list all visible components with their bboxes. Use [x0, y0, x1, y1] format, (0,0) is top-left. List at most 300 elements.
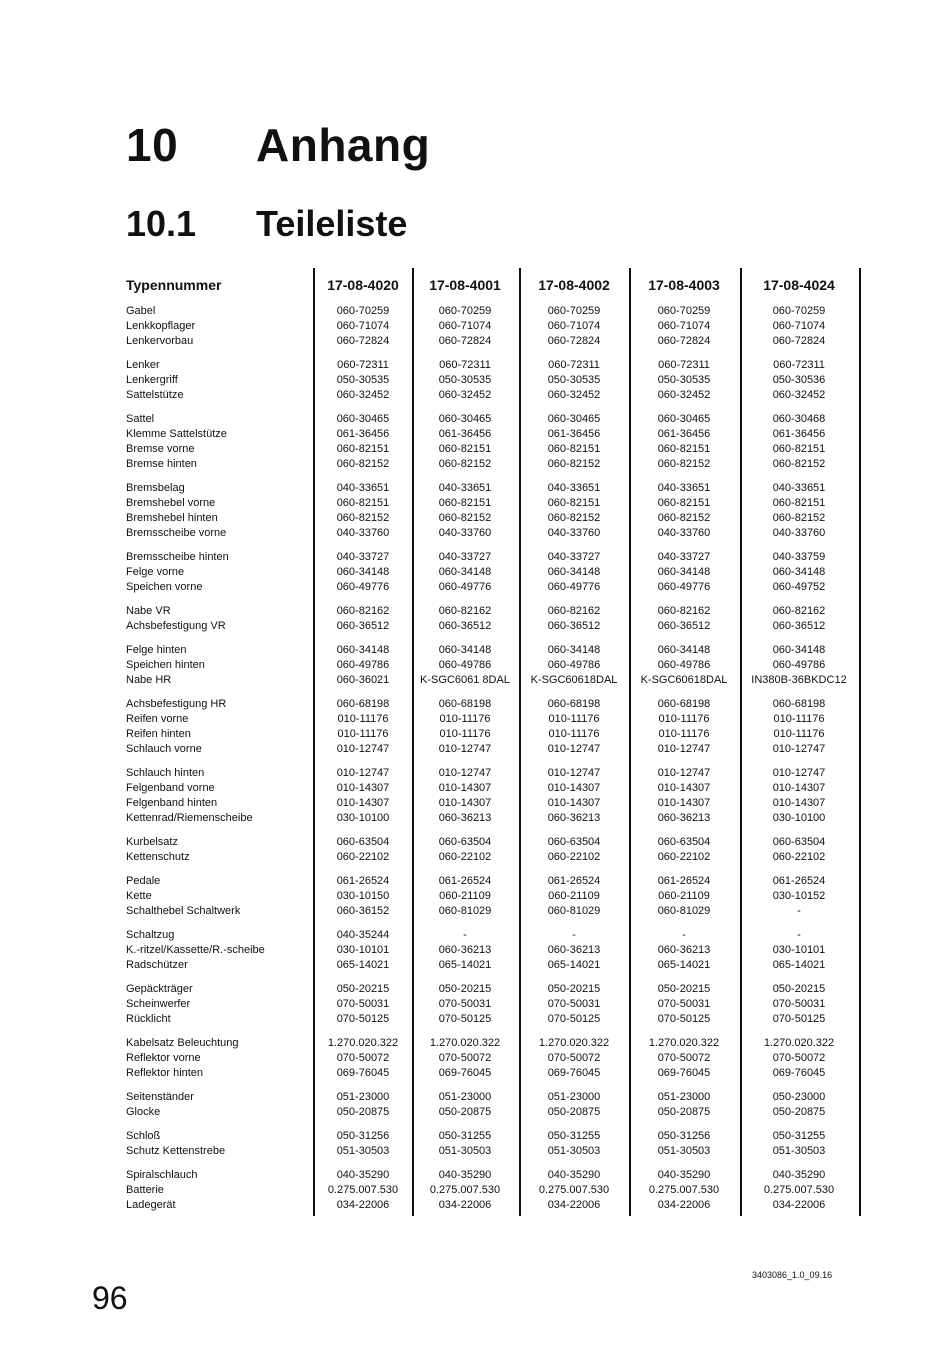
part-number-cell: 070-50031: [547, 998, 601, 1010]
part-number-cell: 060-82162: [547, 605, 601, 617]
part-number-cell: 060-32452: [438, 389, 492, 401]
part-number-cell: 010-12747: [438, 743, 492, 755]
part-number-cell: 060-72311: [439, 359, 491, 371]
part-number-cell: 051-30503: [547, 1145, 601, 1157]
part-number-cell: K-SGC6061 8DAL: [420, 674, 510, 686]
part-number-cell: 034-22006: [772, 1199, 826, 1211]
table-row: [126, 697, 860, 712]
part-number-cell: 061-36456: [438, 428, 492, 440]
part-number-cell: 050-31255: [547, 1130, 601, 1142]
part-number-cell: 050-31256: [336, 1130, 390, 1142]
part-number-cell: 060-49786: [657, 659, 711, 671]
part-number-cell: 070-50031: [772, 998, 826, 1010]
table-row: [126, 412, 860, 427]
part-number-cell: 061-26524: [438, 875, 492, 887]
part-number-cell: 060-72311: [658, 359, 710, 371]
part-number-cell: 060-70259: [336, 305, 390, 317]
part-number-cell: 010-11176: [337, 713, 389, 725]
part-number-cell: 040-35290: [547, 1169, 601, 1181]
table-row: [126, 982, 860, 997]
table-row-group: [126, 481, 860, 541]
part-number-cell: 060-70259: [438, 305, 492, 317]
table-row: [126, 1198, 860, 1213]
part-number-cell: 040-33651: [547, 482, 601, 494]
part-number-cell: 060-82152: [657, 512, 711, 524]
part-number-cell: 060-36152: [336, 905, 390, 917]
part-number-cell: 060-68198: [657, 698, 711, 710]
part-number-cell: 050-20875: [336, 1106, 390, 1118]
part-number-cell: 010-11176: [658, 713, 710, 725]
part-number-cell: 060-34148: [547, 566, 601, 578]
part-number-cell: 060-72824: [336, 335, 390, 347]
part-name: Sattelstütze: [126, 389, 184, 401]
column-header: 17-08-4003: [648, 277, 720, 293]
table-row-group: [126, 358, 860, 403]
part-number-cell: K-SGC60618DAL: [530, 674, 618, 686]
part-number-cell: 030-10100: [336, 812, 390, 824]
table-row-group: [126, 1036, 860, 1081]
part-number-cell: 040-33760: [336, 527, 390, 539]
part-number-cell: 060-49752: [772, 581, 826, 593]
part-name: Glocke: [126, 1106, 161, 1118]
part-number-cell: 060-82152: [438, 458, 492, 470]
part-number-cell: 060-82162: [438, 605, 492, 617]
part-number-cell: 060-82162: [772, 605, 826, 617]
part-number-cell: 050-30535: [657, 374, 711, 386]
part-number-cell: K-SGC60618DAL: [640, 674, 728, 686]
table-row: [126, 889, 860, 904]
table-label-header: Typennummer: [126, 277, 222, 293]
part-number-cell: 060-82152: [336, 512, 390, 524]
part-name: Radschützer: [126, 959, 188, 971]
part-name: Lenkkopflager: [126, 320, 196, 332]
part-number-cell: 060-49786: [547, 659, 601, 671]
part-number-cell: 060-36213: [657, 812, 711, 824]
part-number-cell: 060-30465: [336, 413, 390, 425]
part-name: Bremshebel hinten: [126, 512, 218, 524]
part-number-cell: 060-36512: [547, 620, 601, 632]
table-row: [126, 442, 860, 457]
part-name: Pedale: [126, 875, 161, 887]
part-number-cell: 060-32452: [657, 389, 711, 401]
part-number-cell: 1.270.020.322: [648, 1037, 720, 1049]
part-number-cell: 0.275.007.530: [538, 1184, 610, 1196]
part-number-cell: 060-22102: [547, 851, 601, 863]
part-number-cell: 060-82152: [772, 458, 826, 470]
table-row-group: [126, 928, 860, 973]
part-number-cell: 060-82151: [772, 443, 826, 455]
part-number-cell: 060-82162: [657, 605, 711, 617]
part-name: Bremsbelag: [126, 482, 185, 494]
part-number-cell: -: [463, 929, 467, 941]
part-number-cell: 060-30465: [438, 413, 492, 425]
part-number-cell: 060-82151: [657, 497, 711, 509]
part-name: Lenker: [126, 359, 160, 371]
table-row: [126, 334, 860, 349]
part-number-cell: 050-23000: [772, 1091, 826, 1103]
part-number-cell: 069-76045: [547, 1067, 601, 1079]
table-row: [126, 904, 860, 919]
part-number-cell: 070-50125: [657, 1013, 711, 1025]
part-name: Gepäckträger: [126, 983, 193, 995]
part-number-cell: 065-14021: [438, 959, 492, 971]
part-number-cell: 060-34148: [438, 566, 492, 578]
table-row: [126, 928, 860, 943]
part-number-cell: 010-12747: [547, 767, 601, 779]
part-number-cell: 060-63504: [438, 836, 492, 848]
part-number-cell: 010-12747: [772, 743, 826, 755]
part-number-cell: 070-50072: [336, 1052, 390, 1064]
part-number-cell: 060-63504: [336, 836, 390, 848]
part-number-cell: 060-82152: [336, 458, 390, 470]
part-number-cell: 060-32452: [772, 389, 826, 401]
part-number-cell: 040-35290: [438, 1169, 492, 1181]
table-row: [126, 712, 860, 727]
part-number-cell: 060-68198: [336, 698, 390, 710]
part-number-cell: -: [682, 929, 686, 941]
part-number-cell: 060-82152: [547, 458, 601, 470]
part-number-cell: 060-49786: [772, 659, 826, 671]
part-number-cell: 010-12747: [657, 743, 711, 755]
part-number-cell: 060-34148: [336, 566, 390, 578]
part-number-cell: 060-70259: [772, 305, 826, 317]
part-number-cell: 050-30535: [547, 374, 601, 386]
part-number-cell: IN380B-36BKDC12: [751, 674, 847, 686]
part-number-cell: 1.270.020.322: [429, 1037, 501, 1049]
part-number-cell: 069-76045: [657, 1067, 711, 1079]
part-number-cell: 061-36456: [657, 428, 711, 440]
part-number-cell: 060-22102: [336, 851, 390, 863]
part-number-cell: 060-72824: [547, 335, 601, 347]
part-name: Kurbelsatz: [126, 836, 178, 848]
part-number-cell: 1.270.020.322: [763, 1037, 835, 1049]
part-number-cell: 050-31256: [657, 1130, 711, 1142]
part-name: Seitenständer: [126, 1091, 194, 1103]
table-row-group: [126, 304, 860, 349]
part-number-cell: 060-72824: [438, 335, 492, 347]
table-row: [126, 673, 860, 688]
column-header: 17-08-4020: [327, 277, 399, 293]
table-row: [126, 1066, 860, 1081]
part-number-cell: 061-26524: [336, 875, 390, 887]
table-row: [126, 1090, 860, 1105]
part-name: Reflektor hinten: [126, 1067, 204, 1079]
part-number-cell: -: [797, 905, 801, 917]
part-number-cell: 040-35244: [336, 929, 390, 941]
part-number-cell: 010-12747: [336, 767, 390, 779]
part-name: Felgenband vorne: [126, 782, 215, 794]
part-name: Scheinwerfer: [126, 998, 191, 1010]
part-name: Bremsscheibe vorne: [126, 527, 227, 539]
table-row: [126, 1183, 860, 1198]
table-row-group: [126, 643, 860, 688]
part-number-cell: 060-22102: [772, 851, 826, 863]
part-number-cell: 051-23000: [547, 1091, 601, 1103]
table-row: [126, 1051, 860, 1066]
part-number-cell: 061-26524: [657, 875, 711, 887]
table-row-group: [126, 697, 860, 757]
part-name: Schaltzug: [126, 929, 175, 941]
part-number-cell: 050-20875: [772, 1106, 826, 1118]
part-name: Achsbefestigung HR: [126, 698, 227, 710]
table-row: [126, 358, 860, 373]
part-number-cell: 010-12747: [657, 767, 711, 779]
part-number-cell: 060-70259: [657, 305, 711, 317]
part-number-cell: 051-23000: [657, 1091, 711, 1103]
part-number-cell: 051-30503: [772, 1145, 826, 1157]
column-header: 17-08-4001: [429, 277, 501, 293]
part-number-cell: 050-20215: [772, 983, 826, 995]
part-number-cell: 040-33727: [657, 551, 711, 563]
part-number-cell: 060-82151: [547, 497, 601, 509]
table-row-group: [126, 874, 860, 919]
part-number-cell: 060-22102: [657, 851, 711, 863]
part-number-cell: 060-49786: [438, 659, 492, 671]
part-number-cell: 050-31255: [438, 1130, 492, 1142]
part-number-cell: 050-20215: [657, 983, 711, 995]
part-number-cell: 060-82151: [438, 497, 492, 509]
part-number-cell: 050-20875: [547, 1106, 601, 1118]
part-number-cell: 040-33651: [336, 482, 390, 494]
part-number-cell: 0.275.007.530: [763, 1184, 835, 1196]
part-number-cell: 051-23000: [438, 1091, 492, 1103]
part-number-cell: 040-33760: [657, 527, 711, 539]
table-row: [126, 766, 860, 781]
part-name: Nabe HR: [126, 674, 172, 686]
table-row: [126, 511, 860, 526]
part-number-cell: 069-76045: [772, 1067, 826, 1079]
part-name: Speichen hinten: [126, 659, 205, 671]
part-number-cell: 060-71074: [772, 320, 826, 332]
part-number-cell: 060-72311: [773, 359, 825, 371]
part-number-cell: 060-81029: [657, 905, 711, 917]
part-number-cell: 060-36213: [547, 812, 601, 824]
part-name: Reifen hinten: [126, 728, 191, 740]
part-number-cell: 060-72824: [657, 335, 711, 347]
table-row-group: [126, 982, 860, 1027]
part-number-cell: 060-82162: [336, 605, 390, 617]
table-row: [126, 550, 860, 565]
part-number-cell: 030-10101: [336, 944, 390, 956]
part-number-cell: 060-30465: [547, 413, 601, 425]
part-number-cell: 1.270.020.322: [538, 1037, 610, 1049]
column-header: 17-08-4024: [763, 277, 835, 293]
part-name: Lenkervorbau: [126, 335, 194, 347]
part-number-cell: 010-14307: [772, 782, 826, 794]
table-row: [126, 997, 860, 1012]
part-number-cell: 040-35290: [657, 1169, 711, 1181]
part-number-cell: 070-50031: [336, 998, 390, 1010]
part-number-cell: 065-14021: [772, 959, 826, 971]
part-number-cell: 040-33760: [438, 527, 492, 539]
part-number-cell: 070-50125: [438, 1013, 492, 1025]
part-number-cell: 060-72311: [337, 359, 389, 371]
part-number-cell: 051-30503: [438, 1145, 492, 1157]
table-row-group: [126, 766, 860, 826]
part-number-cell: 030-10152: [772, 890, 826, 902]
part-number-cell: 060-63504: [547, 836, 601, 848]
part-number-cell: 070-50072: [657, 1052, 711, 1064]
part-number-cell: 060-82152: [547, 512, 601, 524]
part-number-cell: 060-36512: [657, 620, 711, 632]
part-number-cell: 060-34148: [438, 644, 492, 656]
part-number-cell: 060-82151: [336, 443, 390, 455]
part-number-cell: 010-14307: [547, 782, 601, 794]
part-number-cell: 0.275.007.530: [648, 1184, 720, 1196]
part-number-cell: 060-71074: [657, 320, 711, 332]
part-name: Schlauch vorne: [126, 743, 202, 755]
part-name: Felge vorne: [126, 566, 185, 578]
part-number-cell: 034-22006: [657, 1199, 711, 1211]
table-row: [126, 1144, 860, 1159]
part-number-cell: 060-36213: [438, 812, 492, 824]
part-number-cell: 010-12747: [438, 767, 492, 779]
section-number: 10.1: [126, 203, 197, 244]
part-number-cell: 060-82151: [336, 497, 390, 509]
part-number-cell: 050-20215: [438, 983, 492, 995]
table-row: [126, 835, 860, 850]
part-number-cell: 040-33651: [772, 482, 826, 494]
table-row: [126, 565, 860, 580]
part-number-cell: 030-10150: [336, 890, 390, 902]
part-name: Schloß: [126, 1130, 161, 1142]
table-row: [126, 1129, 860, 1144]
part-number-cell: 010-14307: [336, 797, 390, 809]
part-number-cell: 060-34148: [657, 566, 711, 578]
part-number-cell: 069-76045: [438, 1067, 492, 1079]
part-name: Kettenrad/Riemenscheibe: [126, 812, 253, 824]
part-number-cell: 061-36456: [772, 428, 826, 440]
table-row: [126, 796, 860, 811]
part-number-cell: 010-14307: [438, 782, 492, 794]
part-name: Felgenband hinten: [126, 797, 218, 809]
part-number-cell: 010-12747: [336, 743, 390, 755]
part-number-cell: 1.270.020.322: [327, 1037, 399, 1049]
part-number-cell: 060-32452: [547, 389, 601, 401]
part-number-cell: 070-50072: [547, 1052, 601, 1064]
table-row-group: [126, 604, 860, 634]
part-number-cell: 040-33727: [438, 551, 492, 563]
table-row: [126, 658, 860, 673]
table-row: [126, 643, 860, 658]
part-number-cell: 060-71074: [547, 320, 601, 332]
table-row: [126, 742, 860, 757]
part-number-cell: 060-63504: [772, 836, 826, 848]
table-row: [126, 811, 860, 826]
part-number-cell: 010-12747: [547, 743, 601, 755]
part-number-cell: 065-14021: [336, 959, 390, 971]
table-row: [126, 874, 860, 889]
part-number-cell: 060-71074: [438, 320, 492, 332]
part-number-cell: 040-33651: [438, 482, 492, 494]
part-number-cell: 060-68198: [772, 698, 826, 710]
column-header: 17-08-4002: [538, 277, 610, 293]
part-number-cell: 050-20215: [547, 983, 601, 995]
part-number-cell: 060-21109: [439, 890, 491, 902]
part-number-cell: 070-50072: [438, 1052, 492, 1064]
part-number-cell: 061-36456: [547, 428, 601, 440]
part-number-cell: 070-50125: [547, 1013, 601, 1025]
table-row: [126, 457, 860, 472]
part-name: Speichen vorne: [126, 581, 203, 593]
part-number-cell: 060-82151: [547, 443, 601, 455]
part-number-cell: 060-21109: [548, 890, 600, 902]
part-name: Reifen vorne: [126, 713, 189, 725]
part-number-cell: 060-68198: [438, 698, 492, 710]
part-number-cell: 010-11176: [337, 728, 389, 740]
part-number-cell: 010-14307: [657, 797, 711, 809]
table-row: [126, 427, 860, 442]
part-name: Rücklicht: [126, 1013, 171, 1025]
part-name: Achsbefestigung VR: [126, 620, 226, 632]
part-number-cell: 061-36456: [336, 428, 390, 440]
part-name: Gabel: [126, 305, 156, 317]
table-row: [126, 1105, 860, 1120]
part-number-cell: 060-34148: [336, 644, 390, 656]
part-number-cell: 010-11176: [439, 713, 491, 725]
part-number-cell: 060-81029: [438, 905, 492, 917]
part-number-cell: 040-33759: [772, 551, 826, 563]
part-number-cell: 061-26524: [772, 875, 826, 887]
part-number-cell: 070-50031: [438, 998, 492, 1010]
part-number-cell: -: [572, 929, 576, 941]
table-row: [126, 1168, 860, 1183]
part-number-cell: 040-33727: [547, 551, 601, 563]
part-number-cell: 051-30503: [336, 1145, 390, 1157]
part-name: Bremshebel vorne: [126, 497, 216, 509]
part-number-cell: 060-49786: [336, 659, 390, 671]
table-row-group: [126, 835, 860, 865]
part-number-cell: 010-11176: [773, 713, 825, 725]
part-number-cell: 060-34148: [772, 566, 826, 578]
part-number-cell: 060-32452: [336, 389, 390, 401]
table-row: [126, 373, 860, 388]
part-number-cell: 070-50031: [657, 998, 711, 1010]
table-row: [126, 388, 860, 403]
table-row: [126, 1036, 860, 1051]
table-row: [126, 319, 860, 334]
part-number-cell: 010-11176: [548, 728, 600, 740]
part-number-cell: 050-31255: [772, 1130, 826, 1142]
part-number-cell: 070-50072: [772, 1052, 826, 1064]
part-number-cell: 050-20875: [657, 1106, 711, 1118]
part-name: Kabelsatz Beleuchtung: [126, 1037, 239, 1049]
part-number-cell: 070-50125: [336, 1013, 390, 1025]
part-name: Felge hinten: [126, 644, 187, 656]
table-row: [126, 526, 860, 541]
part-number-cell: 040-33651: [657, 482, 711, 494]
part-number-cell: 060-34148: [547, 644, 601, 656]
part-number-cell: 040-33760: [772, 527, 826, 539]
table-row: [126, 958, 860, 973]
part-number-cell: 010-14307: [547, 797, 601, 809]
part-number-cell: 060-49776: [336, 581, 390, 593]
part-name: Lenkergriff: [126, 374, 178, 386]
part-number-cell: 060-22102: [438, 851, 492, 863]
part-number-cell: 010-14307: [438, 797, 492, 809]
part-number-cell: 050-30536: [772, 374, 826, 386]
part-number-cell: 060-71074: [336, 320, 390, 332]
part-number-cell: 060-49776: [547, 581, 601, 593]
part-number-cell: 060-70259: [547, 305, 601, 317]
part-number-cell: 060-82151: [657, 443, 711, 455]
part-name: Batterie: [126, 1184, 164, 1196]
part-number-cell: 0.275.007.530: [429, 1184, 501, 1196]
part-name: Sattel: [126, 413, 155, 425]
part-number-cell: 060-36021: [336, 674, 390, 686]
chapter-title: Anhang: [256, 119, 431, 171]
part-number-cell: 051-23000: [336, 1091, 390, 1103]
